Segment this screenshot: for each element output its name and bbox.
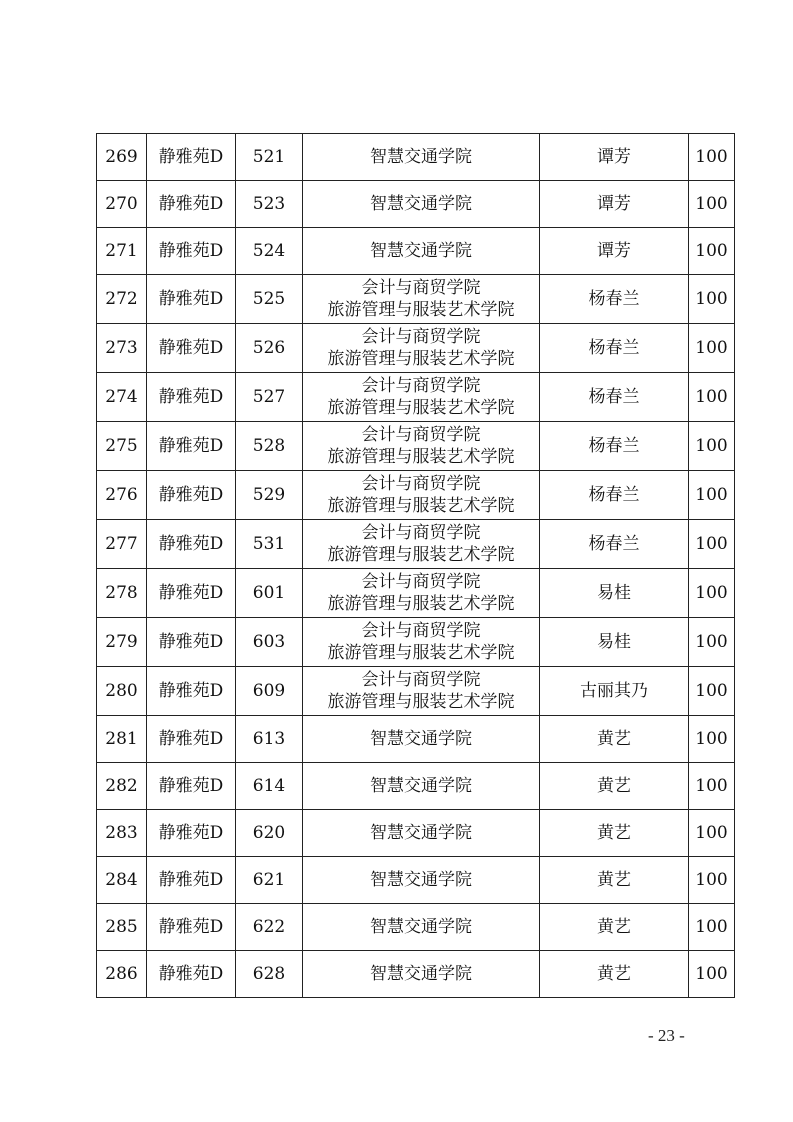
counselor-cell: 易桂 [540, 618, 689, 667]
row-number-cell: 285 [97, 904, 147, 951]
table-row [97, 569, 735, 618]
counselor-cell: 杨春兰 [540, 422, 689, 471]
score-cell: 100 [689, 763, 735, 810]
row-number-cell: 270 [97, 181, 147, 228]
table-row [97, 373, 735, 422]
room-number-cell: 523 [236, 181, 303, 228]
table-row [97, 618, 735, 667]
row-number-cell: 276 [97, 471, 147, 520]
college-name: 智慧交通学院 [370, 147, 472, 167]
table-row [97, 422, 735, 471]
building-cell: 静雅苑D [147, 667, 236, 716]
college-cell [303, 618, 540, 667]
room-number-cell: 524 [236, 228, 303, 275]
table-row [97, 324, 735, 373]
counselor-cell: 黄艺 [540, 763, 689, 810]
college-name: 旅游管理与服装艺术学院 [327, 300, 515, 320]
building-cell: 静雅苑D [147, 422, 236, 471]
college-name: 智慧交通学院 [370, 241, 472, 261]
table-row [97, 181, 735, 228]
room-number-cell: 603 [236, 618, 303, 667]
score-cell: 100 [689, 373, 735, 422]
row-number-cell: 272 [97, 275, 147, 324]
room-number-cell: 601 [236, 569, 303, 618]
room-number-cell: 620 [236, 810, 303, 857]
building-cell: 静雅苑D [147, 951, 236, 998]
building-cell: 静雅苑D [147, 228, 236, 275]
score-cell: 100 [689, 716, 735, 763]
table-body [97, 134, 735, 998]
score-cell: 100 [689, 667, 735, 716]
building-cell: 静雅苑D [147, 857, 236, 904]
dormitory-score-table [96, 133, 735, 998]
building-cell: 静雅苑D [147, 810, 236, 857]
counselor-cell: 黄艺 [540, 904, 689, 951]
college-cell [303, 667, 540, 716]
building-cell: 静雅苑D [147, 275, 236, 324]
college-name: 智慧交通学院 [370, 964, 472, 984]
counselor-cell: 黄艺 [540, 716, 689, 763]
building-cell: 静雅苑D [147, 763, 236, 810]
score-cell: 100 [689, 228, 735, 275]
score-cell: 100 [689, 275, 735, 324]
counselor-cell: 易桂 [540, 569, 689, 618]
building-cell: 静雅苑D [147, 134, 236, 181]
row-number-cell: 280 [97, 667, 147, 716]
college-name: 旅游管理与服装艺术学院 [327, 643, 515, 663]
room-number-cell: 525 [236, 275, 303, 324]
college-cell [303, 716, 540, 763]
building-cell: 静雅苑D [147, 181, 236, 228]
table-row [97, 228, 735, 275]
college-name: 智慧交通学院 [370, 776, 472, 796]
college-name: 会计与商贸学院 [361, 670, 481, 690]
college-name: 旅游管理与服装艺术学院 [327, 594, 515, 614]
room-number-cell: 528 [236, 422, 303, 471]
table-row [97, 716, 735, 763]
college-name: 旅游管理与服装艺术学院 [327, 545, 515, 565]
building-cell: 静雅苑D [147, 520, 236, 569]
college-name: 旅游管理与服装艺术学院 [327, 349, 515, 369]
table-row [97, 134, 735, 181]
score-cell: 100 [689, 422, 735, 471]
score-cell: 100 [689, 324, 735, 373]
counselor-cell: 黄艺 [540, 857, 689, 904]
row-number-cell: 277 [97, 520, 147, 569]
building-cell: 静雅苑D [147, 904, 236, 951]
room-number-cell: 526 [236, 324, 303, 373]
building-cell: 静雅苑D [147, 373, 236, 422]
room-number-cell: 614 [236, 763, 303, 810]
row-number-cell: 284 [97, 857, 147, 904]
college-cell [303, 373, 540, 422]
counselor-cell: 黄艺 [540, 951, 689, 998]
college-name: 智慧交通学院 [370, 823, 472, 843]
college-cell [303, 134, 540, 181]
college-name: 旅游管理与服装艺术学院 [327, 692, 515, 712]
table-row [97, 951, 735, 998]
college-name: 旅游管理与服装艺术学院 [327, 496, 515, 516]
room-number-cell: 521 [236, 134, 303, 181]
row-number-cell: 269 [97, 134, 147, 181]
college-cell [303, 275, 540, 324]
counselor-cell: 杨春兰 [540, 520, 689, 569]
counselor-cell: 杨春兰 [540, 471, 689, 520]
building-cell: 静雅苑D [147, 618, 236, 667]
college-cell [303, 520, 540, 569]
building-cell: 静雅苑D [147, 471, 236, 520]
college-name: 智慧交通学院 [370, 917, 472, 937]
room-number-cell: 527 [236, 373, 303, 422]
college-name: 智慧交通学院 [370, 194, 472, 214]
college-name: 旅游管理与服装艺术学院 [327, 447, 515, 467]
score-cell: 100 [689, 951, 735, 998]
row-number-cell: 273 [97, 324, 147, 373]
college-name: 会计与商贸学院 [361, 572, 481, 592]
counselor-cell: 杨春兰 [540, 373, 689, 422]
room-number-cell: 613 [236, 716, 303, 763]
counselor-cell: 谭芳 [540, 181, 689, 228]
counselor-cell: 谭芳 [540, 134, 689, 181]
college-cell [303, 181, 540, 228]
counselor-cell: 杨春兰 [540, 275, 689, 324]
row-number-cell: 274 [97, 373, 147, 422]
score-cell: 100 [689, 810, 735, 857]
room-number-cell: 531 [236, 520, 303, 569]
college-name: 会计与商贸学院 [361, 425, 481, 445]
table-row [97, 810, 735, 857]
college-name: 智慧交通学院 [370, 870, 472, 890]
college-cell [303, 569, 540, 618]
college-name: 会计与商贸学院 [361, 376, 481, 396]
row-number-cell: 275 [97, 422, 147, 471]
college-cell [303, 810, 540, 857]
score-cell: 100 [689, 618, 735, 667]
score-cell: 100 [689, 181, 735, 228]
table-row [97, 520, 735, 569]
college-cell [303, 951, 540, 998]
score-cell: 100 [689, 134, 735, 181]
building-cell: 静雅苑D [147, 716, 236, 763]
building-cell: 静雅苑D [147, 324, 236, 373]
college-name: 旅游管理与服装艺术学院 [327, 398, 515, 418]
college-cell [303, 471, 540, 520]
row-number-cell: 281 [97, 716, 147, 763]
table-row [97, 275, 735, 324]
college-name: 会计与商贸学院 [361, 327, 481, 347]
college-cell [303, 857, 540, 904]
college-cell [303, 763, 540, 810]
score-cell: 100 [689, 569, 735, 618]
score-cell: 100 [689, 857, 735, 904]
table-row [97, 763, 735, 810]
college-name: 会计与商贸学院 [361, 621, 481, 641]
college-cell [303, 904, 540, 951]
room-number-cell: 628 [236, 951, 303, 998]
room-number-cell: 609 [236, 667, 303, 716]
row-number-cell: 283 [97, 810, 147, 857]
row-number-cell: 278 [97, 569, 147, 618]
row-number-cell: 286 [97, 951, 147, 998]
college-name: 会计与商贸学院 [361, 278, 481, 298]
college-name: 会计与商贸学院 [361, 523, 481, 543]
college-name: 智慧交通学院 [370, 729, 472, 749]
counselor-cell: 古丽其乃 [540, 667, 689, 716]
building-cell: 静雅苑D [147, 569, 236, 618]
row-number-cell: 279 [97, 618, 147, 667]
table-row [97, 471, 735, 520]
score-cell: 100 [689, 471, 735, 520]
room-number-cell: 621 [236, 857, 303, 904]
page-number: - 23 - [648, 1026, 685, 1045]
college-name: 会计与商贸学院 [361, 474, 481, 494]
college-cell [303, 324, 540, 373]
row-number-cell: 282 [97, 763, 147, 810]
score-cell: 100 [689, 520, 735, 569]
room-number-cell: 622 [236, 904, 303, 951]
college-cell [303, 422, 540, 471]
room-number-cell: 529 [236, 471, 303, 520]
table-row [97, 857, 735, 904]
score-cell: 100 [689, 904, 735, 951]
table-row [97, 904, 735, 951]
counselor-cell: 谭芳 [540, 228, 689, 275]
table-row [97, 667, 735, 716]
counselor-cell: 杨春兰 [540, 324, 689, 373]
counselor-cell: 黄艺 [540, 810, 689, 857]
college-cell [303, 228, 540, 275]
row-number-cell: 271 [97, 228, 147, 275]
